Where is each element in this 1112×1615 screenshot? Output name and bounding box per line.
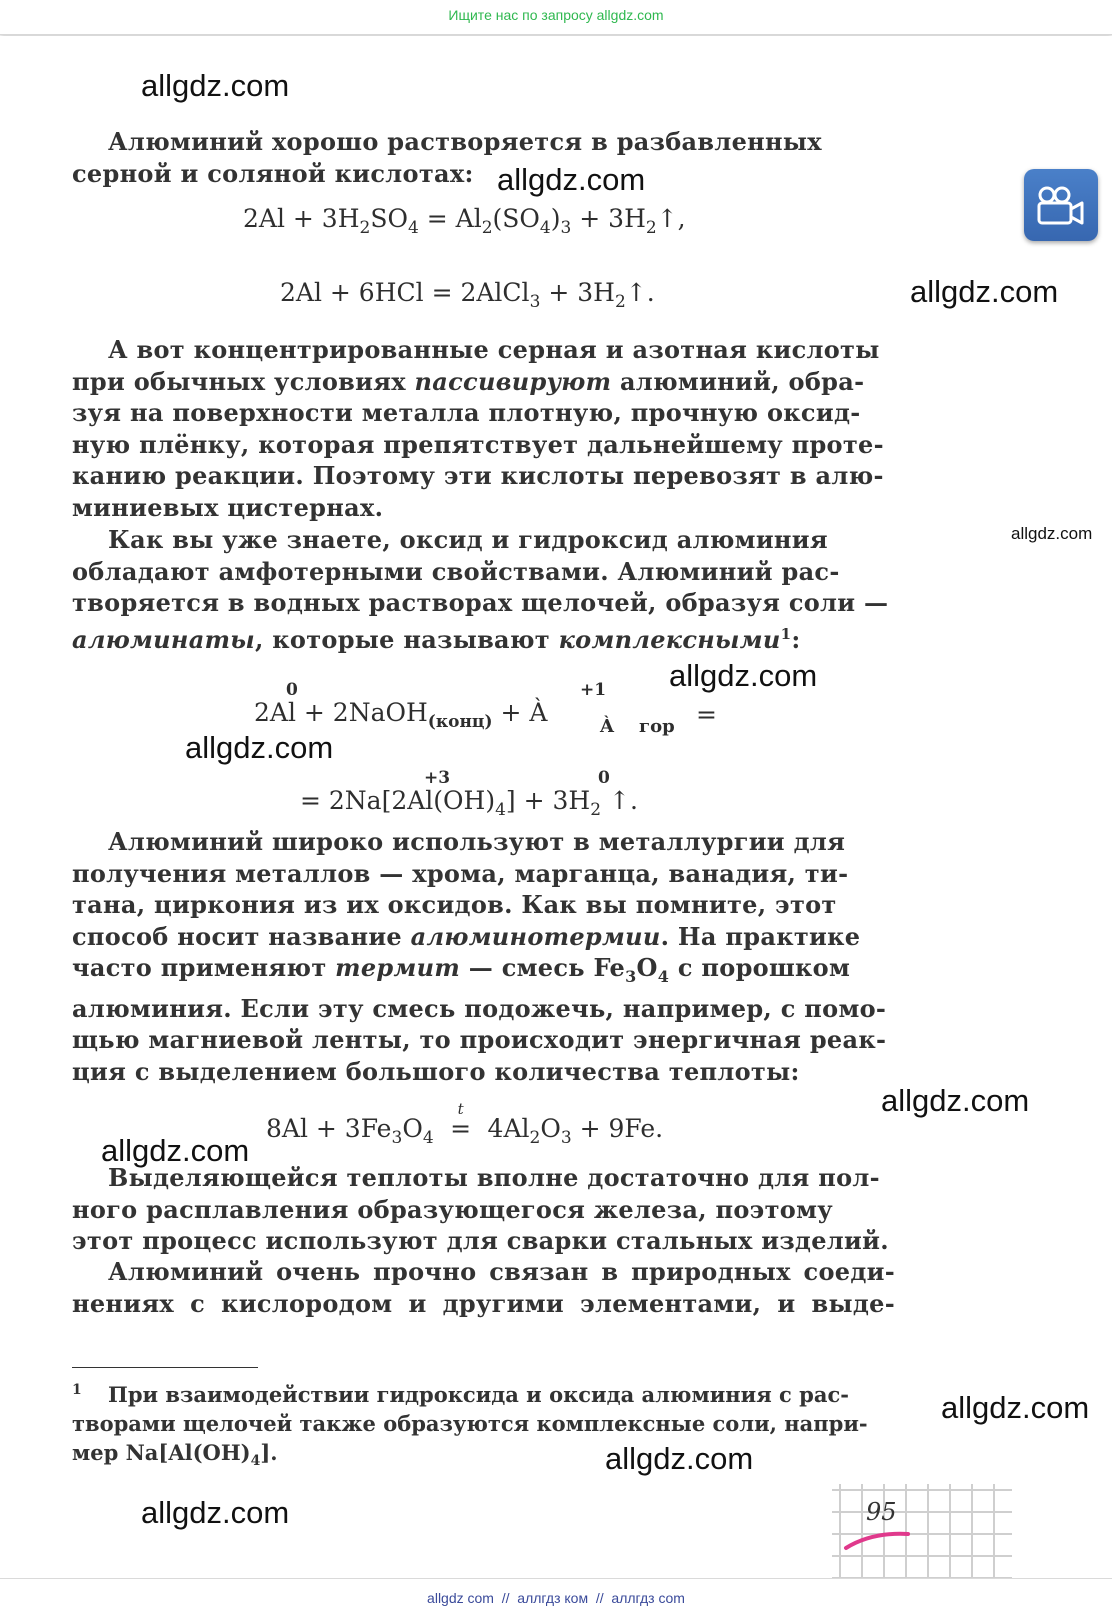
equation-alkali-equals: = [696,700,717,729]
equation-alkali-products: = $2Na[2Al(OH)_4] + 3H_2$ ↑. [300,786,638,820]
oxidation-state: +3 [424,768,451,788]
paragraph: Алюминий очень прочно связан в природных соеди- нениях с кислородом и другими элементами, и выде- [72,1257,895,1318]
watermark: allgdz.com [185,730,334,765]
equation-sulfuric: $2Al + 3H_2SO_4 = Al_2(SO_4)_3$ + $3H_2↑$, [243,204,686,238]
page-number-grid [832,1484,1012,1588]
paragraph: Как вы уже знаете, оксид и гидроксид алюминия обладают амфотерными свойствами. Алюминий рас- творяется в водных растворах щелочей, образуя соли — алюминаты, которые называют комплексными$^1$: [72,525,889,654]
footnote: $^1$ При взаимодействии гидроксида и оксида алюминия с рас- творами щелочей также образуются комплексные соли, напри- мер $Na[Al(OH)_4]$. [72,1382,868,1470]
oxidation-state: 0 [286,680,298,700]
paragraph: Алюминий широко используют в металлургии для получения металлов — хрома, марганца, ванадия, ти- тана, циркония из их оксидов. Как вы помните, этот способ носит название алюминотермии. На практике часто применяют термит — смесь $Fe_3O_4$ с порошком алюминия. Если эту смесь подожечь, например, с помо- щью магниевой ленты, то происходит энергичная реак- ция с выделением большого количества теплоты: [72,827,887,1086]
watermark: allgdz.com [605,1441,754,1476]
video-camera-icon [1024,169,1098,241]
textbook-page [0,36,1112,1576]
equation-thermite: $8Al + 3Fe_3O_4$ t = $4Al_2O_3 + 9Fe$. [266,1100,664,1148]
equation-hydrochloric: 2Al + 6HCl = 2AlCl$_3$ + $3H_2↑$. [280,278,655,312]
paragraph: Выделяющейся теплоты вполне достаточно для пол- ного расплавления образующегося железа, поэтому этот процесс используют для сварки стальных изделий. [72,1163,889,1256]
grid-icon [832,1484,1012,1584]
paragraph: Алюминий хорошо растворяется в разбавленных серной и соляной кислотах: [72,127,822,188]
footnote-divider [72,1367,258,1368]
watermark: allgdz.com [941,1390,1090,1425]
watermark: allgdz.com [497,162,646,197]
watermark: allgdz.com [141,68,290,103]
top-banner [0,0,1112,35]
bottom-banner [0,1578,1112,1615]
watermark: allgdz.com [669,658,818,693]
paragraph: А вот концентрированные серная и азотная кислоты при обычных условиях пассивируют алюминий, обра- зуя на поверхности металла плотную, прочную оксид- ную плёнку, которая препятствует дальнейшему проте- канию реакции. Поэтому эти кислоты перевозят в алю- миниевых цистернах. [72,335,884,522]
bottom-banner-text[interactable]: allgdz com // аллгдз ком // аллгдз com [427,1590,685,1606]
top-banner-text[interactable]: Ищите нас по запросу allgdz.com [448,7,664,23]
video-button[interactable] [1024,169,1098,241]
watermark: allgdz.com [1011,524,1093,543]
equation-alkali: 2Al + 2NaOH$_{(конц)}$ + À [254,698,548,732]
watermark: allgdz.com [881,1083,1030,1118]
watermark: allgdz.com [101,1133,250,1168]
oxidation-state: 0 [598,768,610,788]
watermark: allgdz.com [910,274,1059,309]
oxidation-state: +1 [580,680,607,700]
equation-alkali-garbled: À гор [600,716,675,737]
page-number: 95 [866,1498,897,1526]
watermark: allgdz.com [141,1495,290,1530]
